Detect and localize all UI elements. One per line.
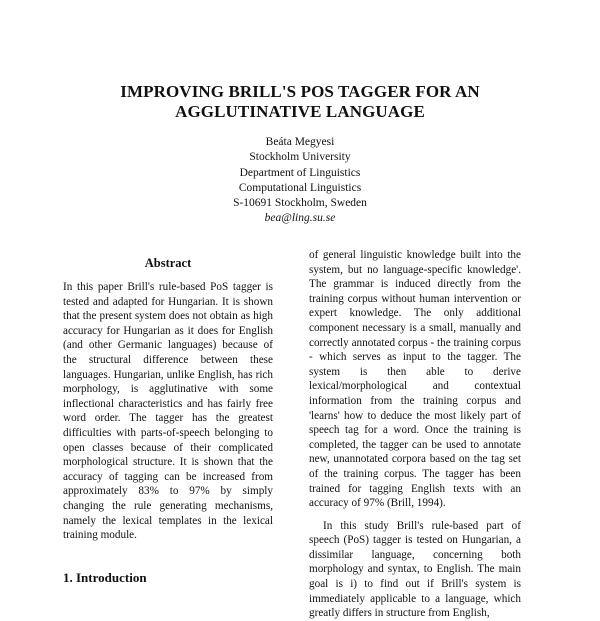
- author-affiliation-department: Department of Linguistics: [239, 166, 361, 179]
- paper-title: [60, 82, 540, 122]
- introduction-heading: 1. Introduction: [63, 570, 147, 585]
- title-line-1: IMPROVING BRILL'S POS TAGGER FOR AN: [120, 82, 480, 101]
- author-address: S-10691 Stockholm, Sweden: [233, 197, 367, 210]
- right-column-paragraph-2: In this study Brill's rule-based part of speech (PoS) tagger is tested on Hungarian, a dissimilar language, concerning both morphology and syntax, to English. The main goal is i) to find out if Brill's system is immediately applicable to a language, which greatly differs in structure from English,: [309, 519, 521, 620]
- author-name: Beáta Megyesi: [265, 136, 335, 148]
- abstract-text: In this paper Brill's rule-based PoS tagger is tested and adapted for Hungarian. It is shown that the present system does not obtain as high accuracy for Hungarian as it does for English (and other Germanic languages) because of the structural difference between these languages. Hungarian, unlike English, has rich morphology, is agglutinative with some inflectional characteristics and has fairly free word order. The tagger has the greatest difficulties with parts-of-speech belonging to open classes because of their complicated morphological structure. It is shown that the accuracy of tagging can be increased from approximately 83% to 97% by simply changing the rule generating mechanisms, namely the lexical templates in the lexical training module.: [63, 281, 273, 542]
- title-line-2: AGGLUTINATIVE LANGUAGE: [175, 102, 425, 121]
- author-email: bea@ling.su.se: [264, 212, 336, 225]
- abstract-heading: Abstract: [144, 256, 192, 270]
- author-affiliation-university: Stockholm University: [249, 151, 351, 164]
- author-block: [150, 135, 450, 227]
- right-column-paragraph-1: of general linguistic knowledge built into the system, but no language-specific knowledge'. The grammar is induced directly from the training corpus without human intervention or expert knowledge. The only additional component necessary is a small, manually and correctly annotated corpus - the training corpus - which serves as input to the tagger. The system is then able to derive lexical/morphological and contextual information from the training corpus and 'learns' how to deduce the most likely part of speech tag for a word. Once the training is completed, the tagger can be used to annotate new, unannotated corpora based on the tag set of the training corpus. The tagger has been trained for tagging English texts with an accuracy of 97% (Brill, 1994).: [309, 249, 521, 510]
- left-column: [63, 252, 273, 543]
- right-column: [309, 248, 521, 621]
- author-affiliation-division: Computational Linguistics: [238, 181, 362, 194]
